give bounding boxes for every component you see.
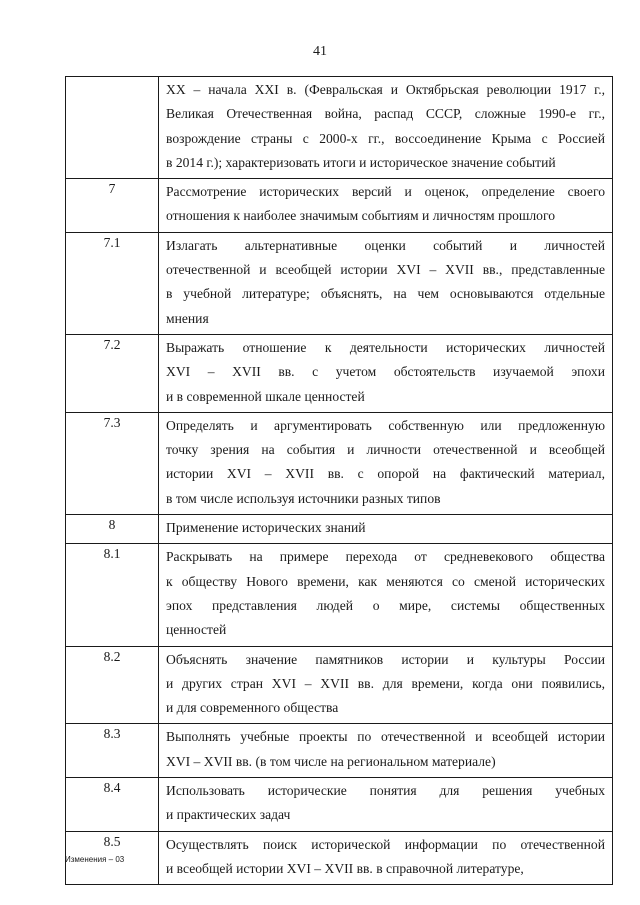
table-row <box>66 544 613 646</box>
text-line: к обществу Нового времени, как меняются со сменой исторических <box>166 573 605 589</box>
row-number-cell: 8.4 <box>66 778 159 832</box>
row-number-cell: 8.1 <box>66 544 159 646</box>
row-number-cell: 7.3 <box>66 412 159 514</box>
text-line: и практических задач <box>166 807 291 823</box>
table-row <box>66 646 613 724</box>
text-line: Определять и аргументировать собственную или предложенную <box>166 417 605 433</box>
text-line: Великая Отечественная война, распад СССР, сложные 1990-е гг., <box>166 106 605 122</box>
row-text-cell <box>159 334 613 412</box>
row-text-cell <box>159 544 613 646</box>
text-line: отечественной и всеобщей истории XVI – XVII вв., представленные <box>166 262 605 278</box>
row-number-cell: 8.3 <box>66 724 159 778</box>
page-number: 41 <box>313 44 327 59</box>
row-number-cell: 7.1 <box>66 232 159 334</box>
requirements-table <box>65 76 613 885</box>
footer-revision: Изменения – 03 <box>65 855 125 864</box>
text-line: возрождение страны с 2000-х гг., воссоединение Крыма с Россией <box>166 130 605 146</box>
table-row <box>66 724 613 778</box>
table-row <box>66 831 613 885</box>
table-row <box>66 334 613 412</box>
row-number-cell <box>66 77 159 179</box>
text-line: мнения <box>166 310 209 326</box>
text-line: XVI – XVII вв. (в том числе на региональном материале) <box>166 753 496 769</box>
table-row <box>66 412 613 514</box>
text-line: Раскрывать на примере перехода от средневекового общества <box>166 549 605 565</box>
text-line: эпох представления людей о мире, системы общественных <box>166 597 605 613</box>
row-text-cell <box>159 724 613 778</box>
text-line: и других стран XVI – XVII вв. для времени, когда они появились, <box>166 675 605 691</box>
table-row <box>66 179 613 233</box>
text-line: XX – начала XXI в. (Февральская и Октябрьская революции 1917 г., <box>166 82 605 97</box>
text-line: Рассмотрение исторических версий и оценок, определение своего <box>166 184 605 200</box>
row-text-cell <box>159 179 613 233</box>
row-text-cell <box>159 515 613 544</box>
text-line: в 2014 г.); характеризовать итоги и историческое значение событий <box>166 154 556 170</box>
row-number-cell: 8.5 <box>66 831 159 885</box>
table-row <box>66 232 613 334</box>
row-text-cell <box>159 412 613 514</box>
text-line: и всеобщей истории XVI – XVII вв. в справочной литературе, <box>166 860 524 876</box>
row-number-cell: 7.2 <box>66 334 159 412</box>
text-line: Применение исторических знаний <box>166 520 366 536</box>
row-text-cell <box>159 831 613 885</box>
row-number-cell: 8 <box>66 515 159 544</box>
row-text-cell <box>159 232 613 334</box>
text-line: отношения к наиболее значимым событиям и личностям прошлого <box>166 208 556 224</box>
text-line: ценностей <box>166 622 227 638</box>
text-line: точку зрения на события и личности отечественной и всеобщей <box>166 442 605 458</box>
table-row <box>66 778 613 832</box>
text-line: в том числе используя источники разных типов <box>166 490 441 506</box>
row-text-cell <box>159 778 613 832</box>
row-text-cell <box>159 646 613 724</box>
row-text-cell <box>159 77 613 179</box>
table-row <box>66 515 613 544</box>
row-number-cell: 7 <box>66 179 159 233</box>
text-line: Выражать отношение к деятельности исторических личностей <box>166 339 605 355</box>
row-number-cell: 8.2 <box>66 646 159 724</box>
text-line: Осуществлять поиск исторической информации по отечественной <box>166 836 605 852</box>
text-line: и для современного общества <box>166 700 339 716</box>
text-line: и в современной шкале ценностей <box>166 388 365 404</box>
text-line: Использовать исторические понятия для решения учебных <box>166 783 605 799</box>
text-line: истории XVI – XVII вв. с опорой на фактический материал, <box>166 466 605 482</box>
text-line: Излагать альтернативные оценки событий и личностей <box>166 237 605 253</box>
table-row <box>66 77 613 179</box>
text-line: Объяснять значение памятников истории и культуры России <box>166 651 605 667</box>
text-line: Выполнять учебные проекты по отечественной и всеобщей истории <box>166 729 605 745</box>
text-line: в учебной литературе; объяснять, на чем основываются отдельные <box>166 286 605 302</box>
text-line: XVI – XVII вв. с учетом обстоятельств изучаемой эпохи <box>166 364 605 380</box>
